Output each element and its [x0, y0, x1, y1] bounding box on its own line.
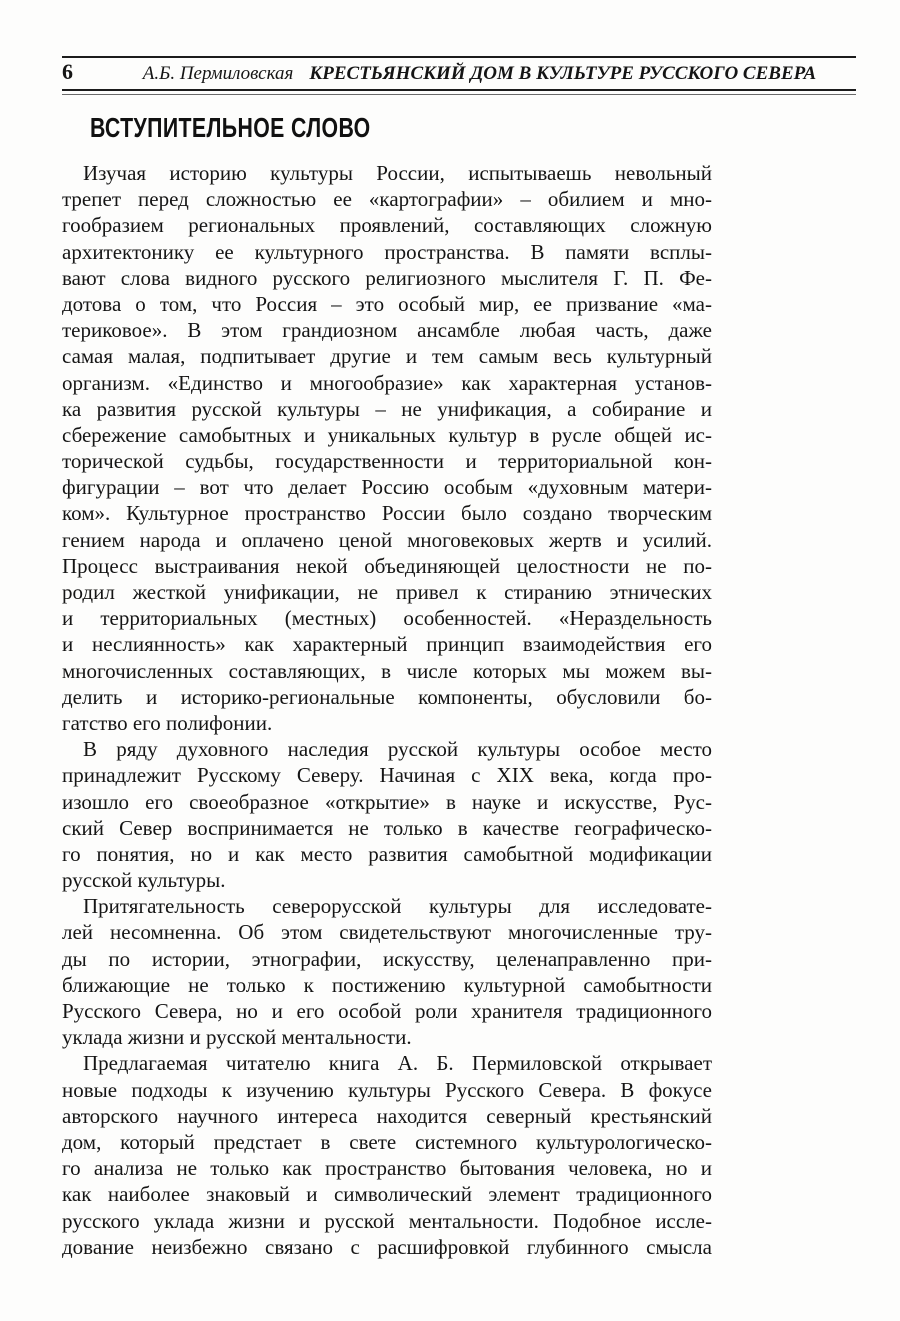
section-title: ВСТУПИТЕЛЬНОЕ СЛОВО	[90, 112, 371, 143]
text-line: делить и историко-региональные компоненты, обусловили бо-	[62, 684, 712, 709]
text-line: и неслиянность» как характерный принцип взаимодействия его	[62, 632, 712, 657]
text-line: родил жесткой унификации, не привел к стиранию этнических	[62, 580, 712, 604]
text-line: дом, который предстает в свете системного культурологическо-	[62, 1129, 712, 1154]
text-line: териковое». В этом грандиозном ансамбле любая часть, даже	[62, 318, 712, 343]
text-line: Притягательность северорусской культуры для исследовате-	[83, 894, 712, 919]
running-head	[62, 56, 856, 91]
text-line: многочисленных составляющих, в числе которых мы можем вы-	[62, 658, 712, 683]
text-line: Предлагаемая читателю книга А. Б. Пермиловской открывает	[83, 1051, 712, 1076]
text-line: го понятия, но и как место развития самобытной модификации	[62, 841, 712, 866]
text-block	[62, 160, 712, 1260]
running-head-text	[73, 62, 856, 86]
text-line: гатство его полифонии.	[62, 710, 273, 735]
text-line: Изучая историю культуры России, испытываешь невольный	[83, 161, 712, 185]
text-line: как наиболее знаковый и символический элемент традиционного	[62, 1182, 712, 1207]
text-line: дование неизбежно связано с расшифровкой глубинного смысла	[62, 1234, 712, 1259]
text-line: гообразием региональных проявлений, составляющих сложную	[62, 213, 712, 238]
text-line: авторского научного интереса находится северный крестьянский	[62, 1103, 712, 1128]
text-line: самая малая, подпитывает другие и тем самым весь культурный	[62, 344, 712, 369]
text-line: новые подходы к изучению культуры Русского Севера. В фокусе	[62, 1077, 712, 1102]
text-line: архитектонику ее культурного пространства. В памяти всплы-	[62, 239, 712, 264]
text-line: вают слова видного русского религиозного мыслителя Г. П. Фе-	[62, 265, 712, 290]
text-line: трепет перед сложностью ее «картографии» – обилием и мно-	[62, 187, 712, 212]
text-line: го анализа не только как пространство бытования человека, но и	[62, 1156, 712, 1181]
text-line: В ряду духовного наследия русской культуры особое место	[83, 737, 712, 762]
header-rule-ghost	[62, 94, 856, 95]
paragraph	[62, 736, 712, 893]
text-line: организм. «Единство и многообразие» как характерная установ-	[62, 370, 712, 395]
text-line: лей несомненна. Об этом свидетельствуют многочисленные тру-	[62, 920, 712, 945]
text-line: Процесс выстраивания некой объединяющей целостности не по-	[62, 553, 712, 578]
text-line: уклада жизни и русской ментальности.	[62, 1025, 412, 1050]
text-line: Русского Севера, но и его особой роли хранителя традиционного	[62, 999, 712, 1023]
text-line: сбережение самобытных и уникальных культур в русле общей ис-	[62, 422, 712, 447]
page-number: 6	[62, 59, 73, 84]
text-line: гением народа и оплачено ценой многовековых жертв и усилий.	[62, 527, 712, 552]
text-line: ды по истории, этнографии, искусству, целенаправленно при-	[62, 946, 712, 971]
text-line: изошло его своеобразное «открытие» в науке и искусстве, Рус-	[62, 789, 712, 814]
text-line: русского уклада жизни и русской ментальности. Подобное иссле-	[62, 1208, 712, 1233]
text-line: дотова о том, что Россия – это особый мир, ее призвание «ма-	[62, 291, 712, 316]
text-line: русской культуры.	[62, 868, 226, 893]
text-line: и территориальных (местных) особенностей. «Нераздельность	[62, 606, 712, 631]
running-head-book-title: КРЕСТЬЯНСКИЙ ДОМ В КУЛЬТУРЕ РУССКОГО СЕВЕРА	[309, 63, 817, 84]
paragraph	[62, 1050, 712, 1260]
text-line: ком». Культурное пространство России было создано творческим	[62, 501, 712, 526]
text-line: торической судьбы, государственности и территориальной кон-	[62, 449, 712, 474]
running-head-author: А.Б. Пермиловская	[142, 63, 294, 84]
text-line: ский Север воспринимается не только в качестве географическо-	[62, 815, 712, 840]
paragraph	[62, 893, 712, 1050]
text-line: ка развития русской культуры – не унификация, а собирание и	[62, 396, 712, 421]
text-line: фигурации – вот что делает Россию особым «духовным матери-	[62, 475, 712, 500]
paragraph	[62, 160, 712, 736]
text-line: ближающие не только к постижению культурной самобытности	[62, 972, 712, 997]
text-line: принадлежит Русскому Северу. Начиная с XIX века, когда про-	[62, 763, 712, 788]
